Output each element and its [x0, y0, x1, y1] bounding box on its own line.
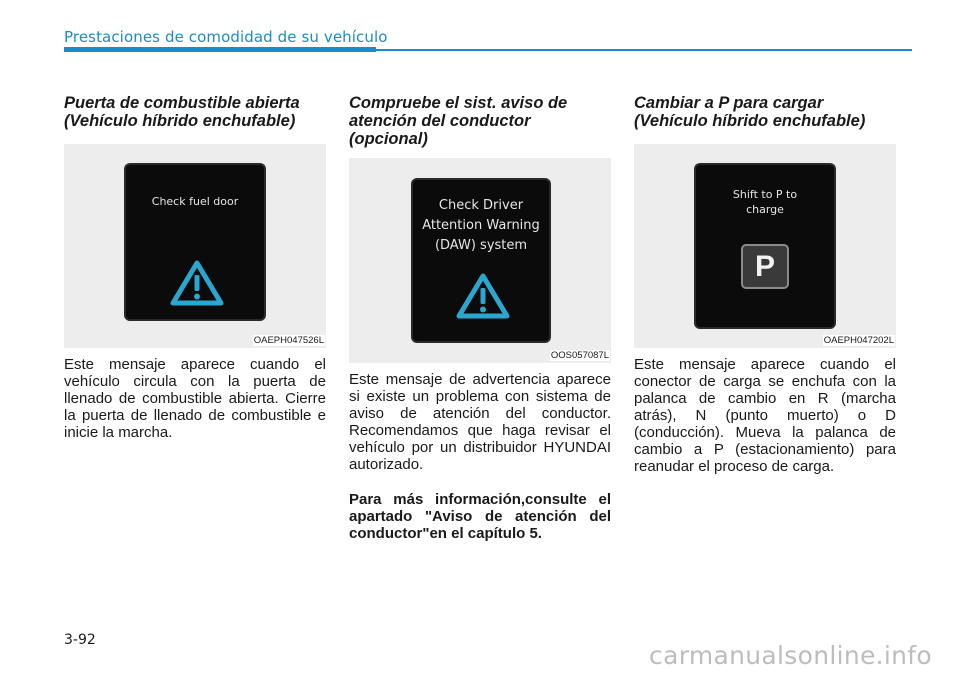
screen-message: Shift to P to charge [732, 188, 798, 216]
warning-triangle-icon [169, 259, 225, 307]
section-shift-to-p [634, 94, 896, 475]
body-paragraph: Este mensaje aparece cuando el conector de carga se enchufa con la palanca de cambio en R (marcha atrás), N (punto muerto) o D (conducción). Mueva la palanca de cambio a P (estacionamiento) para reanudar el proceso de carga. [634, 356, 896, 475]
warning-triangle-icon [455, 272, 511, 320]
screen-message: Check fuel door [151, 195, 239, 208]
page-number: 3-92 [64, 632, 96, 648]
cluster-screen [411, 178, 551, 343]
figure-code: OAEPH047202L [823, 335, 894, 346]
body-paragraph: Este mensaje aparece cuando el vehículo circula con la puerta de llenado de combustible abierta. Cierre la puerta de llenado de combustible e inicie la marcha. [64, 356, 326, 441]
watermark: carmanualsonline.info [649, 641, 932, 670]
section-driver-attention-warning [349, 94, 611, 542]
header-rule [376, 49, 912, 51]
section-header-title: Prestaciones de comodidad de su vehículo [64, 28, 388, 46]
section-title: Puerta de combustible abierta (Vehículo híbrido enchufable) [64, 94, 300, 130]
section-title: Compruebe el sist. aviso de atención del conductor (opcional) [349, 94, 568, 148]
dashboard-figure [64, 144, 326, 348]
section-fuel-door [64, 94, 326, 441]
figure-code: OAEPH047526L [253, 335, 324, 346]
park-gear-icon: P [741, 244, 789, 289]
cluster-screen [124, 163, 266, 321]
body-paragraph: Este mensaje de advertencia aparece si existe un problema con sistema de aviso de atención del conductor. Recomendamos que haga revisar el vehículo por un distribuidor HYUNDAI autorizado. [349, 371, 611, 473]
header-bar-accent [64, 47, 376, 52]
figure-code: OOS057087L [550, 350, 609, 361]
dashboard-figure [634, 144, 896, 348]
section-title: Cambiar a P para cargar (Vehículo híbrido enchufable) [634, 94, 866, 130]
cluster-screen [694, 163, 836, 329]
screen-message: Check Driver Attention Warning (DAW) system [422, 198, 540, 253]
dashboard-figure [349, 158, 611, 363]
reference-note: Para más información,consulte el apartado "Aviso de atención del conductor"en el capítulo 5. [349, 491, 611, 542]
